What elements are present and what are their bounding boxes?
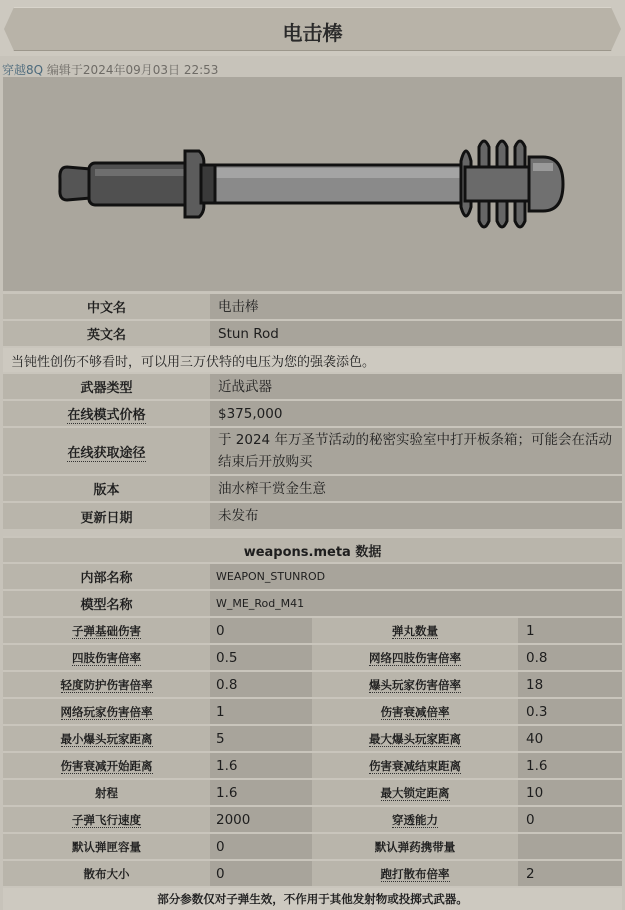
stat-label-right: 默认弹药携带量 <box>374 839 456 854</box>
stat-label-left[interactable]: 子弹基础伤害 <box>72 623 141 638</box>
version-value: 油水榨干赏金生意 <box>210 475 622 502</box>
online-obtain-value: 于 2024 年万圣节活动的秘密实验室中打开板条箱；可能会在活动结束后开放购买 <box>210 427 622 475</box>
stat-label-right[interactable]: 跑打散布倍率 <box>380 866 450 881</box>
stat-value-left: 0.5 <box>210 644 312 671</box>
stat-label-right[interactable]: 弹丸数量 <box>392 623 438 638</box>
weapon-type-label: 武器类型 <box>3 373 210 400</box>
english-name-label: 英文名 <box>3 320 210 347</box>
stat-value-right: 10 <box>518 779 622 806</box>
stat-row <box>3 779 622 806</box>
weapons-meta-table <box>3 536 622 910</box>
stat-value-right: 0.3 <box>518 698 622 725</box>
online-obtain-term[interactable]: 在线获取途径 <box>67 445 146 461</box>
stat-value-right: 1 <box>518 617 622 644</box>
stat-row <box>3 725 622 752</box>
stat-value-left: 0 <box>210 833 312 860</box>
internal-name-label: 内部名称 <box>3 563 210 590</box>
page-title: 电击棒 <box>282 21 343 45</box>
english-name-value: Stun Rod <box>210 320 622 347</box>
version-label: 版本 <box>3 475 210 502</box>
stat-row <box>3 644 622 671</box>
edit-meta <box>2 61 218 78</box>
stat-value-right: 40 <box>518 725 622 752</box>
stat-value-right: 2 <box>518 860 622 887</box>
weapon-description: 当钝性创伤不够看时，可以用三万伏特的电压为您的强袭添色。 <box>3 347 622 373</box>
stat-label-right[interactable]: 伤害衰减结束距离 <box>369 758 461 773</box>
stat-row <box>3 752 622 779</box>
stat-value-right: 0.8 <box>518 644 622 671</box>
stat-label-left[interactable]: 子弹飞行速度 <box>72 812 141 827</box>
stat-label-left[interactable]: 伤害衰减开始距离 <box>60 758 153 773</box>
weapon-type-value: 近战武器 <box>210 373 622 400</box>
stat-value-left: 1 <box>210 698 312 725</box>
stun-rod-image <box>3 77 622 291</box>
stat-label-left: 默认弹匣容量 <box>72 839 141 854</box>
stat-value-left: 1.6 <box>210 779 312 806</box>
stat-row <box>3 806 622 833</box>
stat-label-left[interactable]: 四肢伤害倍率 <box>72 650 141 665</box>
stat-row <box>3 860 622 887</box>
weapon-image-box <box>3 77 622 291</box>
stat-row <box>3 617 622 644</box>
stat-value-right: 1.6 <box>518 752 622 779</box>
stat-value-left: 0.8 <box>210 671 312 698</box>
model-name-label: 模型名称 <box>3 590 210 617</box>
online-obtain-label <box>3 427 210 475</box>
stat-label-left: 散布大小 <box>83 866 130 881</box>
stat-value-right: 18 <box>518 671 622 698</box>
chinese-name-value: 电击棒 <box>210 293 622 320</box>
stat-label-left[interactable]: 网络玩家伤害倍率 <box>60 704 153 719</box>
stat-label-right[interactable]: 爆头玩家伤害倍率 <box>369 677 461 692</box>
weapons-meta-note: 部分参数仅对子弹生效，不作用于其他发射物或投掷式武器。 <box>3 887 622 910</box>
stat-row <box>3 698 622 725</box>
stat-value-left: 1.6 <box>210 752 312 779</box>
stat-label-left[interactable]: 轻度防护伤害倍率 <box>60 677 153 692</box>
online-price-label <box>3 400 210 427</box>
stat-label-right[interactable]: 最大锁定距离 <box>380 785 450 800</box>
info-table <box>3 292 622 529</box>
weapons-meta-header: weapons.meta 数据 <box>3 537 622 563</box>
edit-info: 编辑于2024年09月03日 22:53 <box>46 63 219 77</box>
stat-label-right[interactable]: 穿透能力 <box>392 812 438 827</box>
internal-name-value: WEAPON_STUNROD <box>210 563 622 590</box>
stat-value-left: 0 <box>210 860 312 887</box>
stat-value-left: 0 <box>210 617 312 644</box>
page-title-bar <box>0 0 625 56</box>
stat-value-left: 5 <box>210 725 312 752</box>
stat-value-left: 2000 <box>210 806 312 833</box>
online-price-value: $375,000 <box>210 400 622 427</box>
model-name-value: W_ME_Rod_M41 <box>210 590 622 617</box>
update-date-label: 更新日期 <box>3 502 210 529</box>
stat-label-right[interactable]: 伤害衰减倍率 <box>380 704 450 719</box>
online-price-term[interactable]: 在线模式价格 <box>67 408 146 423</box>
author-link[interactable]: 穿越8Q <box>2 63 44 77</box>
stat-value-right <box>518 833 622 860</box>
stat-label-left: 射程 <box>95 785 118 800</box>
stat-value-right: 0 <box>518 806 622 833</box>
stat-row <box>3 671 622 698</box>
stat-label-right[interactable]: 最大爆头玩家距离 <box>369 731 461 746</box>
stat-label-right[interactable]: 网络四肢伤害倍率 <box>369 650 461 665</box>
chinese-name-label: 中文名 <box>3 293 210 320</box>
update-date-value: 未发布 <box>210 502 622 529</box>
stat-label-left[interactable]: 最小爆头玩家距离 <box>60 731 153 746</box>
stat-row <box>3 833 622 860</box>
